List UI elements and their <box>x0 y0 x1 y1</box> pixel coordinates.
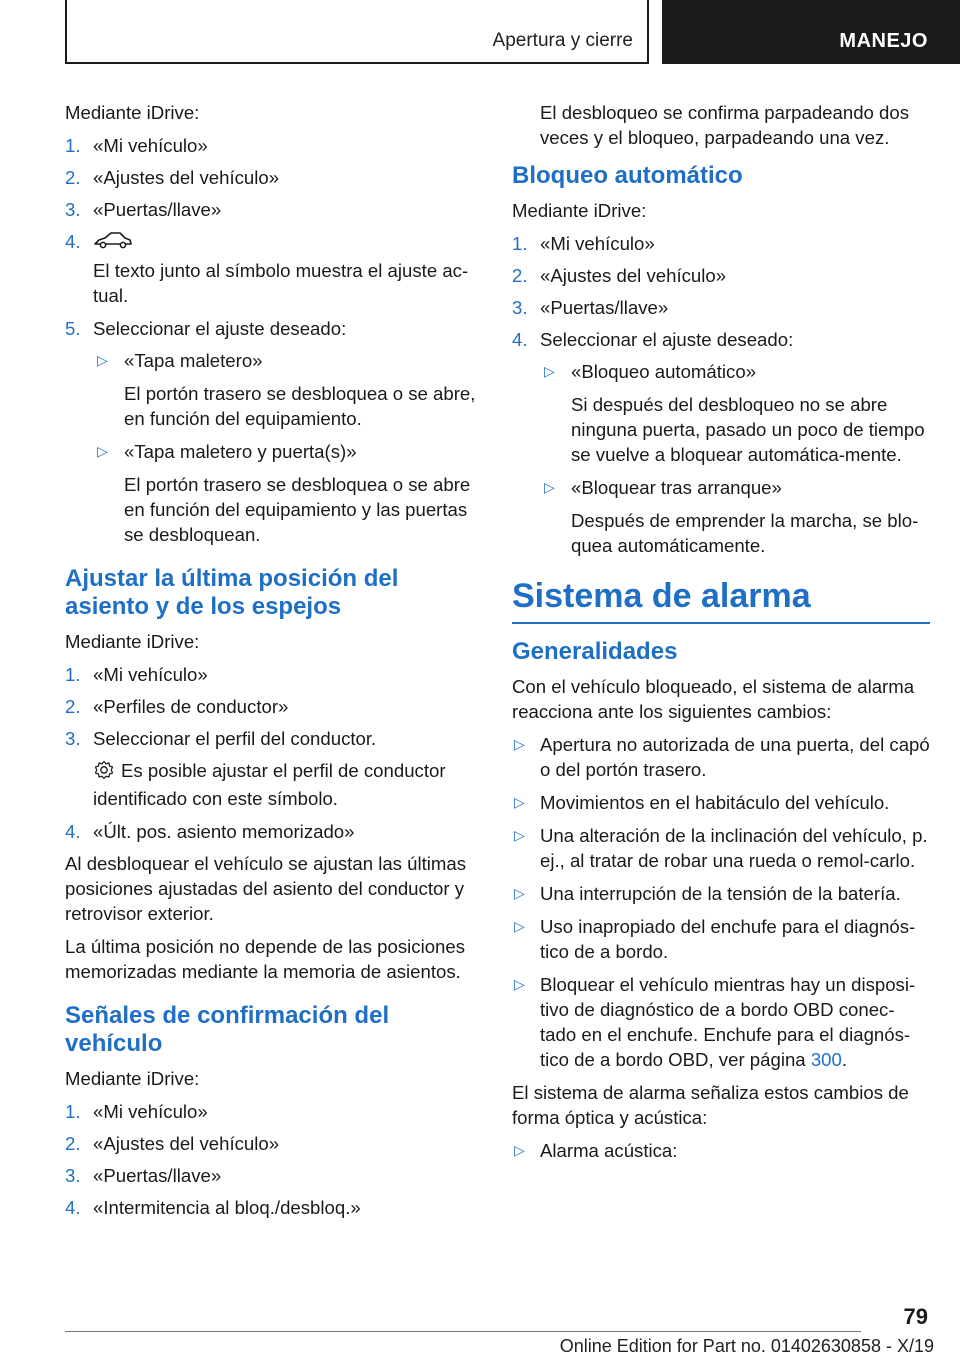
list-item: 2. «Ajustes del vehículo» <box>512 265 727 286</box>
triangle-bullet-icon: ▷ <box>97 352 108 369</box>
list-item: 3. «Puertas/llave» <box>512 297 669 318</box>
triangle-bullet-icon: ▷ <box>514 885 525 901</box>
list-item: 2. «Ajustes del vehículo» <box>65 1133 280 1155</box>
section-heading: Generalidades <box>512 638 678 665</box>
header-chapter-box <box>662 0 960 64</box>
list-item: 3. «Puertas/llave» <box>65 1165 222 1187</box>
list-item: 4. <box>65 229 477 256</box>
triangle-bullet-icon: ▷ <box>514 918 525 934</box>
list-item: 1. «Mi vehículo» <box>512 233 655 254</box>
list-item: 1. «Mi vehículo» <box>65 664 208 686</box>
triangle-bullet-icon: ▷ <box>514 736 525 752</box>
triangle-bullet-icon: ▷ <box>544 363 555 379</box>
triangle-bullet-icon: ▷ <box>544 479 555 495</box>
paragraph: Al desbloquear el vehículo se ajustan las últimas posiciones ajustadas del asiento del conductor y retrovisor exterior. <box>65 853 467 925</box>
footer-edition: Online Edition for Part no. 01402630858 - X/19 <box>559 1336 934 1356</box>
item-description: El desbloqueo se confirma parpadeando dos veces y el bloqueo, parpadeando una vez. <box>540 102 910 148</box>
bullet-item: ▷ Apertura no autorizada de una puerta, del capó o del portón trasero. <box>514 734 930 780</box>
section-heading: Bloqueo automático <box>512 162 743 189</box>
triangle-bullet-icon: ▷ <box>514 794 525 810</box>
list-item: 4. Seleccionar el ajuste deseado: <box>512 329 794 350</box>
page-reference-link[interactable]: 300 <box>810 1049 842 1070</box>
list-item: 4. «Últ. pos. asiento memorizado» <box>65 821 355 843</box>
section-heading: Ajustar la última posición del asiento y de los espejos <box>65 565 399 621</box>
bullet-item: ▷ Una alteración de la inclinación del vehículo, p. ej., al tratar de robar una rueda o remol-carlo. <box>514 825 928 871</box>
sub-item: ▷ «Tapa maletero y puerta(s)» <box>97 441 357 463</box>
bullet-item: ▷ Movimientos en el habitáculo del vehículo. <box>514 792 890 813</box>
sub-item-description: Si después del desbloqueo no se abre ninguna puerta, pasado un poco de tiempo se vuelve a bloquear automática-mente. <box>571 394 925 465</box>
paragraph: Con el vehículo bloqueado, el sistema de alarma reacciona ante los siguientes cambios: <box>512 676 915 722</box>
right-column <box>512 100 930 1171</box>
list-item: 2. «Perfiles de conductor» <box>65 696 289 718</box>
car-icon <box>93 230 133 256</box>
footer-divider <box>65 1331 861 1332</box>
item-description: El texto junto al símbolo muestra el ajuste ac-tual. <box>93 260 469 307</box>
header-section-title: Apertura y cierre <box>492 30 633 51</box>
sub-item-description: Después de emprender la marcha, se blo-quea automáticamente. <box>571 510 919 556</box>
list-item: 1. «Mi vehículo» <box>65 135 208 156</box>
gear-icon <box>93 760 115 786</box>
bullet-item: ▷ Bloquear el vehículo mientras hay un disposi-tivo de diagnóstico de a bordo OBD conec-tado en el enchufe. Enchufe para el diagnós-tico de a bordo OBD, ver página 300. <box>514 974 916 1070</box>
list-item: 1. «Mi vehículo» <box>65 1101 208 1123</box>
left-column <box>65 100 477 1227</box>
header-section-box <box>65 0 649 64</box>
list-item: 3. Seleccionar el perfil del conductor. <box>65 728 377 750</box>
chapter-heading: Sistema de alarma <box>512 576 930 624</box>
paragraph: La última posición no depende de las posiciones memorizadas mediante la memoria de asientos. <box>65 936 466 983</box>
triangle-bullet-icon: ▷ <box>514 827 525 843</box>
header-chapter-title: MANEJO <box>839 30 928 52</box>
list-item: 2. «Ajustes del vehículo» <box>65 167 280 188</box>
triangle-bullet-icon: ▷ <box>97 443 108 460</box>
triangle-bullet-icon: ▷ <box>514 1142 525 1158</box>
page-number: 79 <box>903 1304 928 1329</box>
sub-item: ▷ «Bloqueo automático» <box>544 361 757 382</box>
paragraph: Mediante iDrive: <box>512 200 647 221</box>
gear-note: Es posible ajustar el perfil de conductor identificado con este símbolo. <box>93 760 446 810</box>
triangle-bullet-icon: ▷ <box>514 976 525 992</box>
list-item: 4. «Intermitencia al bloq./desbloq.» <box>65 1197 361 1219</box>
sub-item: ▷ «Bloquear tras arranque» <box>544 477 782 498</box>
list-item: 5. Seleccionar el ajuste deseado: <box>65 318 347 340</box>
sub-item-description: El portón trasero se desbloquea o se abre, en función del equipamiento. <box>124 383 476 430</box>
paragraph: Mediante iDrive: <box>65 102 200 123</box>
bullet-item: ▷ Una interrupción de la tensión de la batería. <box>514 883 901 904</box>
section-heading: Señales de confirmación del vehículo <box>65 1002 390 1058</box>
list-item: 3. «Puertas/llave» <box>65 199 222 220</box>
paragraph: Mediante iDrive: <box>65 631 200 653</box>
paragraph: El sistema de alarma señaliza estos cambios de forma óptica y acústica: <box>512 1082 909 1128</box>
bullet-item: ▷ Uso inapropiado del enchufe para el diagnós-tico de a bordo. <box>514 916 916 962</box>
paragraph: Mediante iDrive: <box>65 1068 200 1090</box>
sub-item-description: El portón trasero se desbloquea o se abre en función del equipamiento y las puertas se desbloquean. <box>124 474 471 546</box>
sub-item: ▷ «Tapa maletero» <box>97 350 263 372</box>
bullet-item: ▷ Alarma acústica: <box>514 1140 678 1161</box>
